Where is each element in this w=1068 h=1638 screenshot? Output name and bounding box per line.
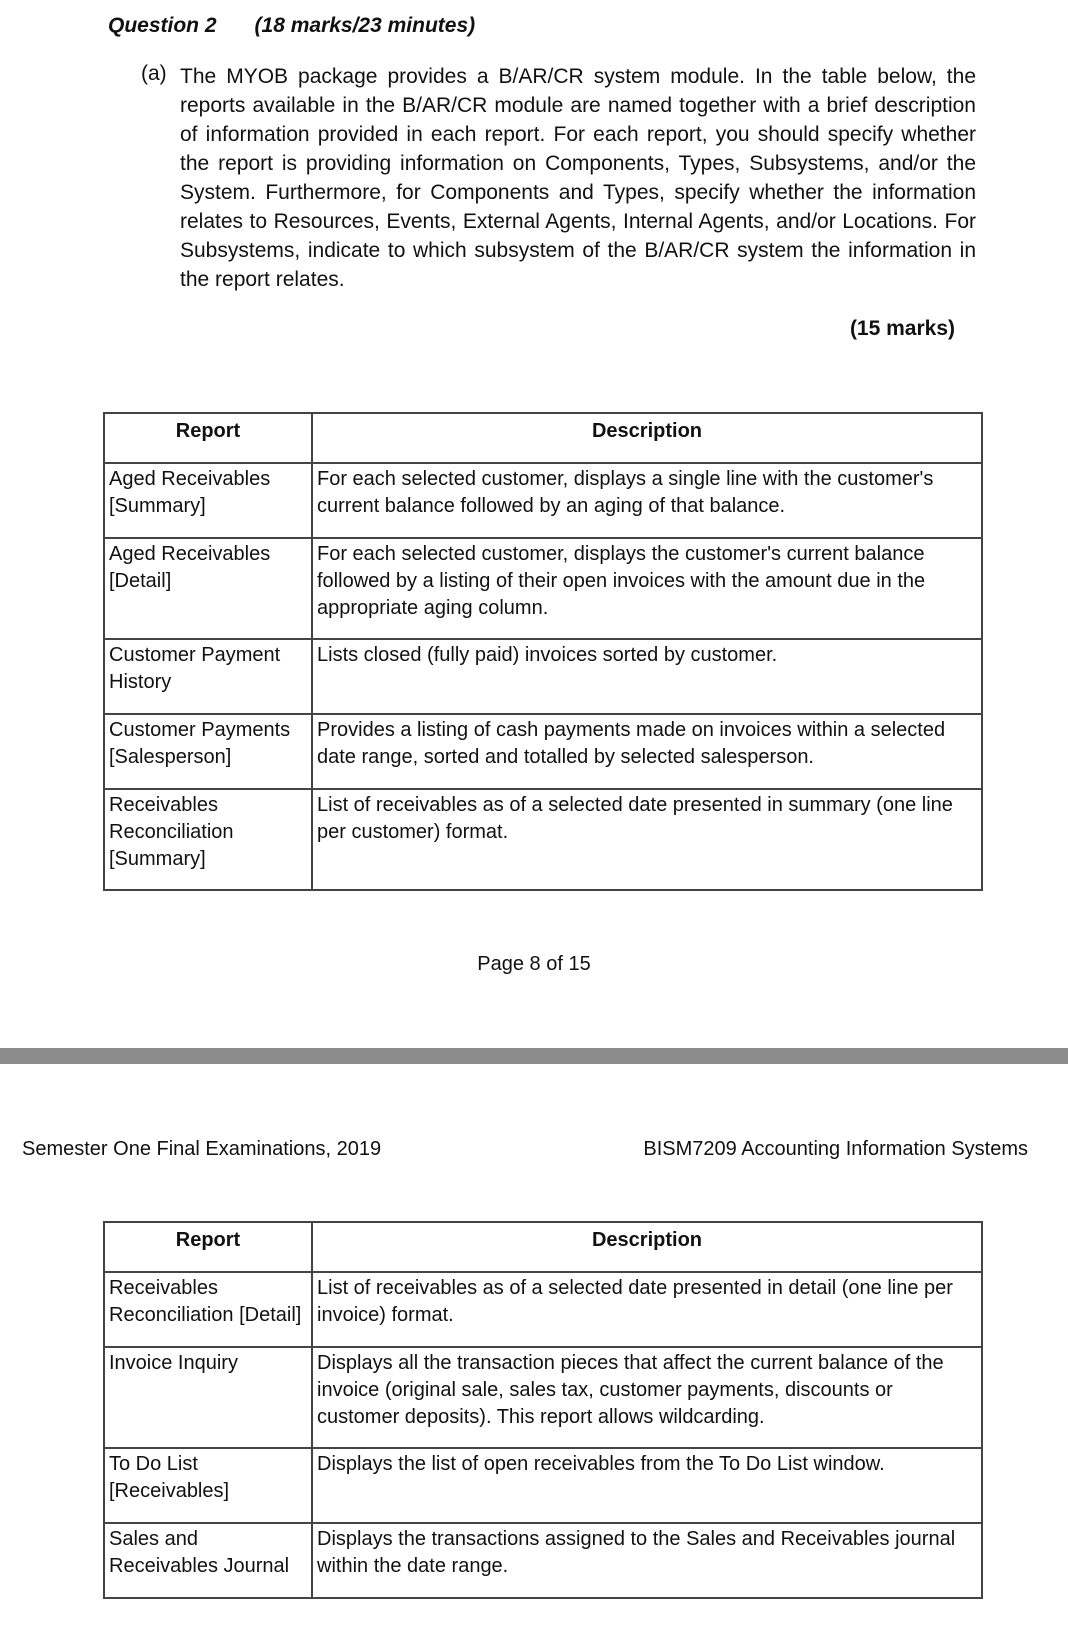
table-header-row (104, 1222, 982, 1272)
table-row (104, 1347, 982, 1448)
table-row (104, 1448, 982, 1523)
part-instructions: The MYOB package provides a B/AR/CR system module. In the table below, the reports available in the B/AR/CR module are named together with a brief description of information provided in each report. For each report, you should specify whether the report is providing information on Components, Types, Subsystems, and/or the System. Furthermore, for Components and Types, specify whether the information relates to Resources, Events, External Agents, Internal Agents, and/or Locations. For Subsystems, indicate to which subsystem of the B/AR/CR system the information in the report relates. (180, 65, 976, 291)
question-title: Question 2 (108, 14, 217, 37)
report-description-cell: Displays all the transaction pieces that affect the current balance of the invoice (original sale, sales tax, customer payments, discounts or customer deposits). This report allows wildcarding. (312, 1347, 982, 1448)
report-description-cell: Lists closed (fully paid) invoices sorted by customer. (312, 639, 982, 714)
table-row (104, 463, 982, 538)
exam-header-left: Semester One Final Examinations, 2019 (22, 1138, 382, 1160)
report-name-cell: Customer Payment History (104, 639, 312, 714)
table-row (104, 714, 982, 789)
report-name-cell: Customer Payments [Salesperson] (104, 714, 312, 789)
page-break-divider (0, 1048, 1068, 1064)
report-column-header: Report (104, 413, 312, 463)
table-row (104, 1523, 982, 1598)
part-label: (a) (141, 62, 167, 85)
exam-header-right: BISM7209 Accounting Information Systems (643, 1138, 1028, 1160)
page-number: Page 8 of 15 (477, 953, 591, 975)
reports-table-1 (103, 412, 983, 891)
report-name-cell: Receivables Reconciliation [Summary] (104, 789, 312, 890)
table-row (104, 1272, 982, 1347)
report-description-cell: List of receivables as of a selected date presented in detail (one line per invoice) format. (312, 1272, 982, 1347)
report-name-cell: Sales and Receivables Journal (104, 1523, 312, 1598)
report-name-cell: To Do List [Receivables] (104, 1448, 312, 1523)
description-column-header: Description (312, 1222, 982, 1272)
report-name-cell: Invoice Inquiry (104, 1347, 312, 1448)
report-column-header: Report (104, 1222, 312, 1272)
report-description-cell: Displays the transactions assigned to the Sales and Receivables journal within the date range. (312, 1523, 982, 1598)
part-marks: (15 marks) (849, 317, 955, 340)
table-row (104, 789, 982, 890)
report-description-cell: List of receivables as of a selected date presented in summary (one line per customer) format. (312, 789, 982, 890)
reports-table-2 (103, 1221, 983, 1599)
report-name-cell: Aged Receivables [Summary] (104, 463, 312, 538)
table-row (104, 538, 982, 639)
table-row (104, 639, 982, 714)
report-description-cell: Displays the list of open receivables from the To Do List window. (312, 1448, 982, 1523)
report-name-cell: Receivables Reconciliation [Detail] (104, 1272, 312, 1347)
table-header-row (104, 413, 982, 463)
question-heading (108, 14, 475, 38)
report-description-cell: For each selected customer, displays a single line with the customer's current balance followed by an aging of that balance. (312, 463, 982, 538)
report-description-cell: For each selected customer, displays the customer's current balance followed by a listing of their open invoices with the amount due in the appropriate aging column. (312, 538, 982, 639)
question-marks-time: (18 marks/23 minutes) (254, 14, 476, 37)
report-name-cell: Aged Receivables [Detail] (104, 538, 312, 639)
report-description-cell: Provides a listing of cash payments made on invoices within a selected date range, sorted and totalled by selected salesperson. (312, 714, 982, 789)
description-column-header: Description (312, 413, 982, 463)
